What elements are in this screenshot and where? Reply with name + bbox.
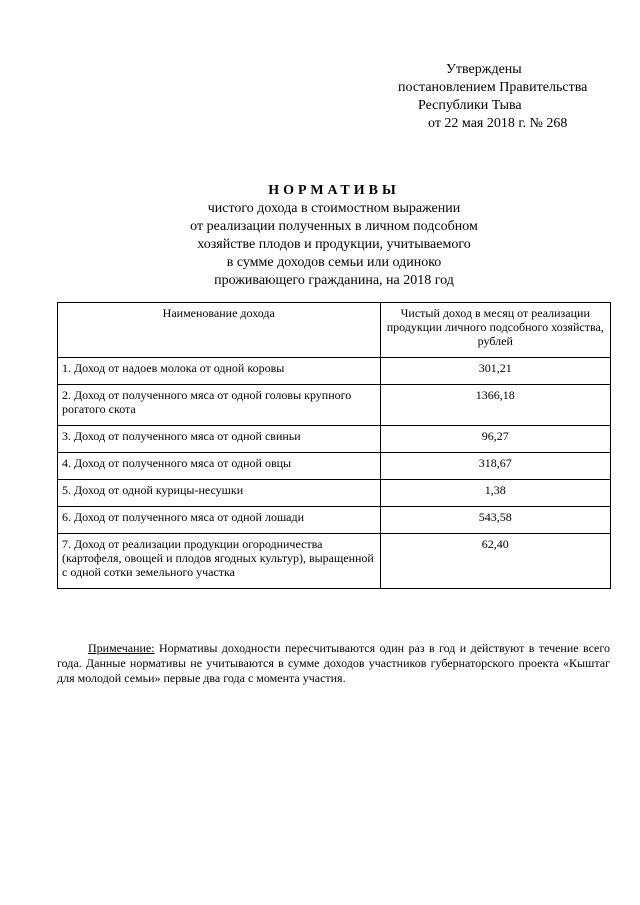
subtitle-line: в сумме доходов семьи или одиноко <box>226 255 442 270</box>
approval-date: от 22 мая 2018 г. № 268 <box>428 116 568 131</box>
income-value: 96,27 <box>380 426 610 453</box>
income-name: 7. Доход от реализации продукции огородничества (картофеля, овощей и плодов ягодных культур), выращенной с одной сотки земельного участка <box>58 534 381 589</box>
approval-line: Утверждены <box>446 62 522 77</box>
table-row <box>58 480 611 507</box>
income-value: 1,38 <box>380 480 610 507</box>
income-value: 318,67 <box>380 453 610 480</box>
income-name: 5. Доход от одной курицы-несушки <box>58 480 381 507</box>
column-header-value: Чистый доход в месяц от реализации продукции личного подсобного хозяйства, рублей <box>380 303 610 358</box>
subtitle-line: проживающего гражданина, на 2018 год <box>214 273 454 288</box>
table-row <box>58 507 611 534</box>
income-name: 3. Доход от полученного мяса от одной свиньи <box>58 426 381 453</box>
income-value: 301,21 <box>380 358 610 385</box>
income-value: 1366,18 <box>380 385 610 426</box>
income-value: 62,40 <box>380 534 610 589</box>
document-title <box>60 182 608 290</box>
income-name: 1. Доход от надоев молока от одной коровы <box>58 358 381 385</box>
page-title: НОРМАТИВЫ <box>268 183 400 198</box>
table-header-row <box>58 303 611 358</box>
income-name: 4. Доход от полученного мяса от одной овцы <box>58 453 381 480</box>
approval-line: постановлением Правительства <box>398 80 588 95</box>
subtitle-line: от реализации полученных в личном подсобном <box>190 219 478 234</box>
table-row <box>58 358 611 385</box>
table-row <box>58 534 611 589</box>
income-name: 2. Доход от полученного мяса от одной головы крупного рогатого скота <box>58 385 381 426</box>
approval-line: Республики Тыва <box>418 98 522 113</box>
norms-table <box>57 302 611 589</box>
note-text: Нормативы доходности пересчитываются один раз в год и действуют в течение всего года. Данные нормативы не учитываются в сумме доходов участников губернаторского проекта «Кыштаг для молодой семьи» первые два года с момента участия. <box>57 641 611 685</box>
note-label: Примечание: <box>88 641 155 655</box>
column-header-name: Наименование дохода <box>58 303 381 358</box>
income-name: 6. Доход от полученного мяса от одной лошади <box>58 507 381 534</box>
subtitle-line: чистого дохода в стоимостном выражении <box>207 201 461 216</box>
table-row <box>58 426 611 453</box>
table-row <box>58 453 611 480</box>
approval-block <box>392 61 622 133</box>
note-paragraph <box>57 641 610 686</box>
subtitle-line: хозяйстве плодов и продукции, учитываемого <box>197 237 471 252</box>
income-value: 543,58 <box>380 507 610 534</box>
table-row <box>58 385 611 426</box>
